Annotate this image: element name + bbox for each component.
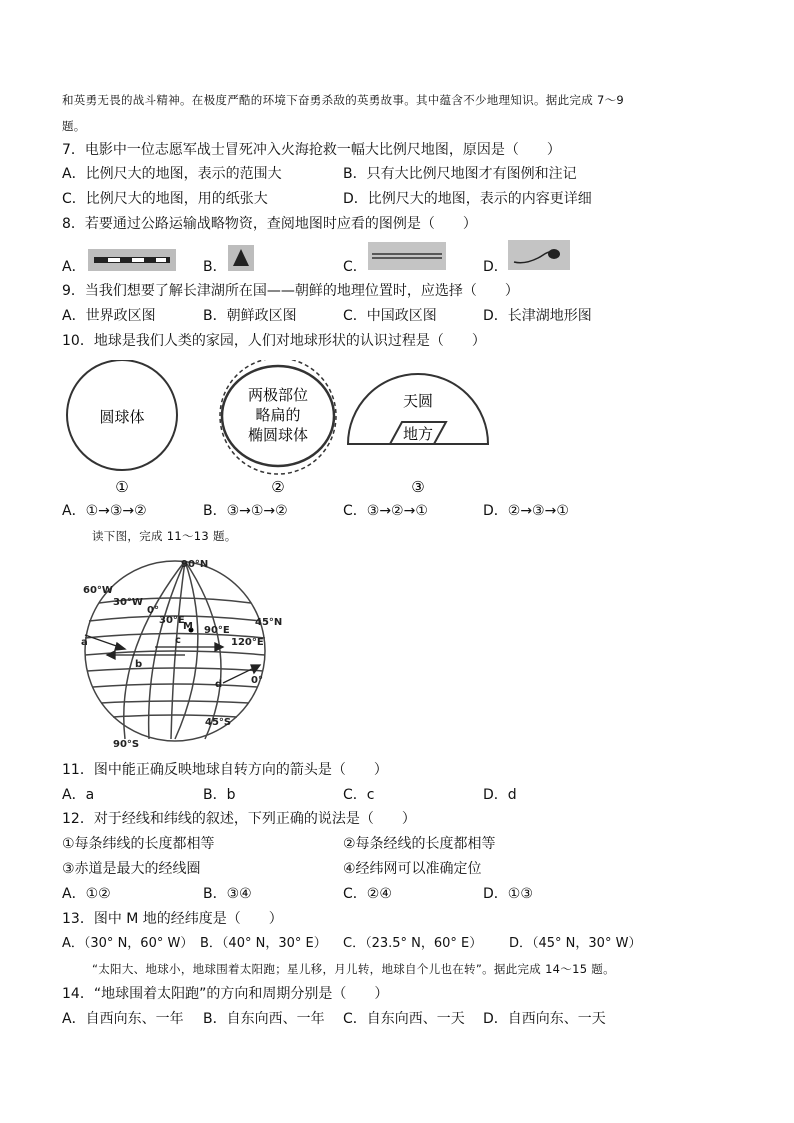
fig3-top-label: 天圆	[402, 392, 434, 410]
q8-option-c: C．	[343, 259, 367, 275]
railway-legend-symbol	[88, 249, 176, 271]
meridian-4	[175, 561, 198, 739]
q14-option-c: C．自东向西、一天	[343, 1011, 465, 1027]
equator-line	[87, 668, 263, 671]
latitude-15s	[93, 684, 257, 687]
q9-option-c: C．中国政区图	[343, 308, 437, 324]
label-60w: 60°W	[83, 585, 113, 596]
q12-option-d: D．①③	[483, 886, 533, 902]
label-b: b	[135, 659, 143, 670]
q12-statement-3: ③赤道是最大的经线圈	[62, 861, 201, 877]
q12-statement-1: ①每条纬线的长度都相等	[62, 836, 215, 852]
label-equator: 0°	[251, 675, 263, 686]
label-d: d	[215, 679, 223, 690]
q7-option-c: C．比例尺大的地图，用的纸张大	[62, 191, 268, 207]
q11-option-b: B．b	[203, 787, 236, 803]
label-a: a	[81, 637, 88, 648]
q13-option-b: B．（40° N，30° E）	[200, 936, 327, 951]
label-m: M	[183, 621, 193, 632]
graticule-globe	[55, 553, 295, 753]
fig2-line3: 椭圆球体	[247, 426, 309, 444]
q11-option-a: A．a	[62, 787, 95, 803]
q11-stem: 11．图中能正确反映地球自转方向的箭头是（ ）	[62, 762, 388, 778]
arrow-b-head	[107, 651, 115, 659]
label-120e: 120°E	[231, 637, 264, 648]
meridian-3	[171, 561, 185, 739]
railway-legend-icon	[88, 249, 176, 271]
fig3-bottom-label: 地方	[402, 425, 434, 443]
q7-stem: 7．电影中一位志愿军战士冒死冲入火海抢救一幅大比例尺地图，原因是（ ）	[62, 142, 561, 158]
q9-option-d: D．长津湖地形图	[483, 308, 592, 324]
q12-statement-2: ②每条经线的长度都相等	[343, 836, 496, 852]
highway-legend-symbol	[368, 242, 446, 270]
q7-option-b: B．只有大比例尺地图才有图例和注记	[343, 166, 577, 182]
q12-statement-4: ④经纬网可以准确定位	[343, 861, 482, 877]
q8-option-d: D．	[483, 259, 508, 275]
q12-option-b: B．③④	[203, 886, 252, 902]
intro-line-1: 和英勇无畏的战斗精神。在极度严酷的环境下奋勇杀敌的英勇故事。其中蕴含不少地理知识。据此完成 7～9	[62, 93, 624, 107]
q10-option-c: C．③→②→①	[343, 503, 428, 519]
q11-option-c: C．c	[343, 787, 375, 803]
read-note: 读下图，完成 11～13 题。	[92, 529, 237, 543]
latitude-30s	[101, 701, 249, 703]
label-90e: 90°E	[204, 625, 230, 636]
q11-option-d: D．d	[483, 787, 517, 803]
fig3-number: ③	[411, 478, 425, 496]
q8-option-b: B．	[203, 259, 227, 275]
q10-option-b: B．③→①→②	[203, 503, 288, 519]
intro-2: “太阳大、地球小，地球围着太阳跑；星儿移，月儿转，地球自个儿也在转”。据此完成 14～15 题。	[92, 962, 615, 976]
intro-line-2: 题。	[62, 119, 86, 133]
q8-stem: 8．若要通过公路运输战略物资，查阅地图时应看的图例是（ ）	[62, 216, 477, 232]
q10-option-d: D．②→③→①	[483, 503, 569, 519]
q14-option-b: B．自东向西、一年	[203, 1011, 325, 1027]
q13-option-c: C．（23.5° N，60° E）	[343, 936, 483, 951]
river-legend-symbol	[508, 240, 570, 270]
label-90s: 90°S	[113, 739, 140, 750]
q14-option-a: A．自西向东、一年	[62, 1011, 184, 1027]
label-90n: 90°N	[181, 559, 209, 570]
fig2-number: ②	[271, 478, 285, 496]
double-line-icon	[368, 242, 446, 270]
triangle-icon	[228, 245, 254, 271]
q12-option-a: A．①②	[62, 886, 111, 902]
label-0-lon: 0°	[147, 605, 159, 616]
q8-option-a: A．	[62, 259, 86, 275]
q10-option-a: A．①→③→②	[62, 503, 147, 519]
fig2-line1: 两极部位	[247, 386, 309, 404]
arrow-a-head	[115, 643, 125, 650]
earth-shape-figures	[62, 360, 492, 500]
q13-option-d: D．（45° N，30° W）	[509, 936, 642, 951]
label-30e: 30°E	[159, 615, 185, 626]
q9-stem: 9．当我们想要了解长津湖所在国——朝鲜的地理位置时，应选择（ ）	[62, 283, 519, 299]
q14-stem: 14．“地球围着太阳跑”的方向和周期分别是（ ）	[62, 986, 389, 1002]
q7-option-a: A．比例尺大的地图，表示的范围大	[62, 166, 282, 182]
q12-stem: 12．对于经线和纬线的叙述，下列正确的说法是（ ）	[62, 811, 416, 827]
label-45n: 45°N	[255, 617, 283, 628]
mountain-legend-symbol	[228, 245, 254, 271]
label-45s: 45°S	[205, 717, 232, 728]
arrow-d-head	[251, 665, 260, 673]
label-c: c	[175, 635, 181, 646]
fig1-number: ①	[115, 478, 129, 496]
q10-stem: 10．地球是我们人类的家园，人们对地球形状的认识过程是（ ）	[62, 333, 486, 349]
q9-option-b: B．朝鲜政区图	[203, 308, 297, 324]
fig1-label: 圆球体	[99, 408, 145, 426]
label-30w: 30°W	[113, 597, 143, 608]
q12-option-c: C．②④	[343, 886, 392, 902]
fig2-line2: 略扁的	[255, 406, 301, 424]
q14-option-d: D．自西向东、一天	[483, 1011, 606, 1027]
q7-option-d: D．比例尺大的地图，表示的内容更详细	[343, 191, 592, 207]
q9-option-a: A．世界政区图	[62, 308, 156, 324]
lake-river-icon	[508, 240, 570, 270]
q13-stem: 13．图中 M 地的经纬度是（ ）	[62, 911, 283, 927]
q13-option-a: A．（30° N，60° W）	[62, 936, 194, 951]
